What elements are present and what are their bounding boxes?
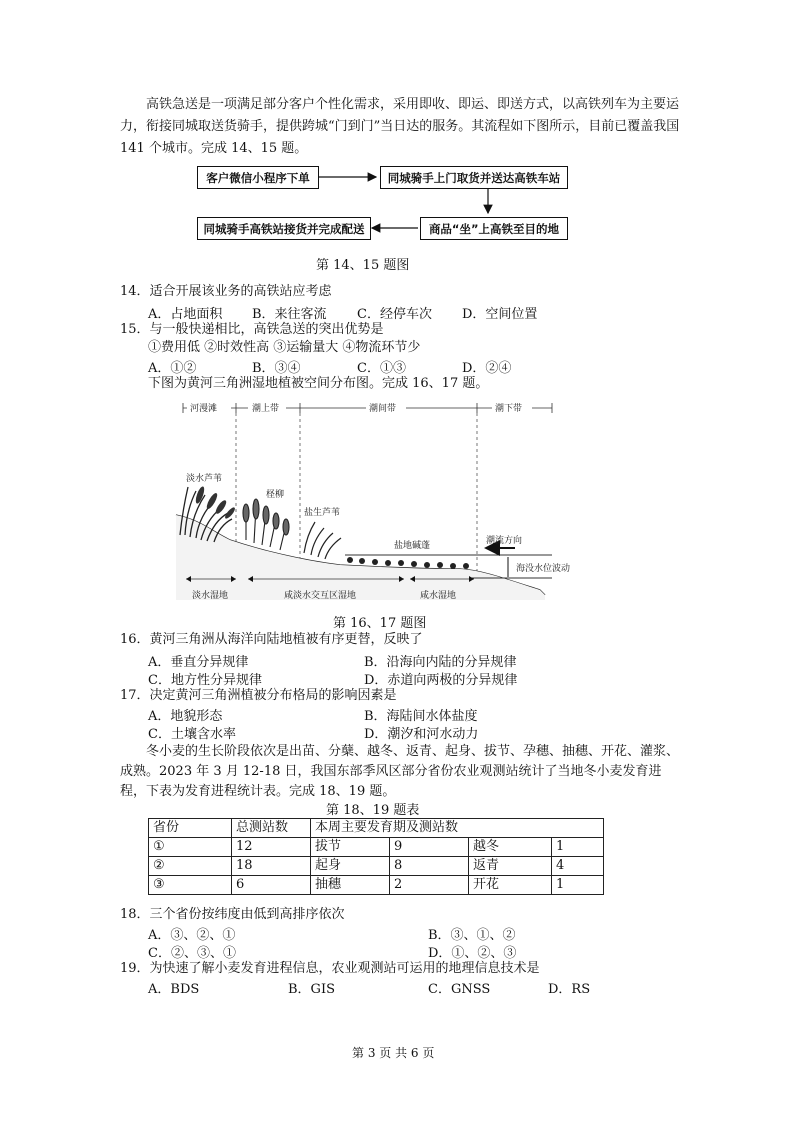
development-table bbox=[148, 818, 604, 895]
table-row bbox=[149, 876, 604, 895]
wetland-diagram bbox=[0, 395, 794, 610]
q16-option-d: D．赤道向两极的分异规律 bbox=[364, 673, 518, 688]
plant3-label: 盐生芦苇 bbox=[304, 508, 341, 518]
q18-option-c: C．②、③、① bbox=[148, 946, 236, 961]
table-cell: ② bbox=[149, 857, 232, 876]
table-cell: 起身 bbox=[311, 857, 390, 876]
q17-option-a: A．地貌形态 bbox=[148, 709, 223, 724]
table-cell: ③ bbox=[149, 876, 232, 895]
q14-option-a: A．占地面积 bbox=[148, 307, 223, 322]
flow-step-pickup-label: 同城骑手上门取货并送达高铁车站 bbox=[387, 170, 561, 185]
q19-option-c: C．GNSS bbox=[428, 982, 491, 997]
q19-stem: 19．为快速了解小麦发育进程信息，农业观测站可运用的地理信息技术是 bbox=[120, 961, 540, 976]
zone3-label: 潮间带 bbox=[369, 404, 397, 414]
q15-items: ①费用低 ②时效性高 ③运输量大 ④物流环节少 bbox=[148, 340, 421, 355]
flow-step-train-label: 商品“坐”上高铁至目的地 bbox=[428, 221, 560, 236]
q16-stem: 16．黄河三角洲从海洋向陆地植被有序更替，反映了 bbox=[120, 632, 423, 647]
q15-option-b: B．③④ bbox=[252, 361, 301, 376]
table-cell: 返青 bbox=[469, 857, 552, 876]
q17-stem: 17．决定黄河三角洲植被分布格局的影响因素是 bbox=[120, 688, 397, 703]
q19-option-a: A．BDS bbox=[148, 982, 200, 997]
q18-option-d: D．①、②、③ bbox=[428, 946, 517, 961]
wet1-label: 淡水湿地 bbox=[192, 591, 229, 601]
q14-stem: 14．适合开展该业务的高铁站应考虑 bbox=[120, 284, 332, 299]
table-cell: 1 bbox=[552, 838, 604, 857]
table-cell: 抽穗 bbox=[311, 876, 390, 895]
table-caption: 第 18、19 题表 bbox=[326, 803, 420, 818]
table-cell: 开花 bbox=[469, 876, 552, 895]
table-cell: 1 bbox=[552, 876, 604, 895]
q16-option-c: C．地方性分异规律 bbox=[148, 673, 262, 688]
q19-option-b: B．GIS bbox=[288, 982, 335, 997]
plant1-label: 淡水芦苇 bbox=[186, 474, 223, 484]
intro-text: 高铁急送是一项满足部分客户个性化需求，采用即收、即运、即送方式，以高铁列车为主要运力，衔接同城取送货骑手，提供跨城“门到门”当日达的服务。其流程如下图所示，目前已覆盖我国 141 个城市。完成 14、15 题。 bbox=[120, 97, 680, 156]
q14-option-c: C．经停车次 bbox=[357, 307, 432, 322]
zone1-label: 河漫滩 bbox=[190, 404, 218, 414]
flow-caption: 第 14、15 题图 bbox=[316, 258, 410, 273]
flow-arrows bbox=[0, 0, 794, 260]
flow-step-order-label: 客户微信小程序下单 bbox=[206, 170, 310, 185]
diagram-caption: 第 16、17 题图 bbox=[333, 616, 427, 631]
tamarisk-plants bbox=[243, 499, 289, 550]
q15-stem: 15．与一般快递相比，高铁急送的突出优势是 bbox=[120, 322, 384, 337]
table-cell: 9 bbox=[390, 838, 469, 857]
flow-step-deliver-label: 同城骑手高铁站接货并完成配送 bbox=[203, 221, 365, 236]
table-cell: ① bbox=[149, 838, 232, 857]
zone2-label: 潮上带 bbox=[252, 404, 280, 414]
q17-option-b: B．海陆间水体盐度 bbox=[364, 709, 478, 724]
wet3-label: 咸水湿地 bbox=[420, 591, 457, 601]
table-row bbox=[149, 857, 604, 876]
table-header: 省份 bbox=[149, 819, 232, 838]
q16-option-b: B．沿海向内陆的分异规律 bbox=[364, 655, 517, 670]
table-cell: 6 bbox=[232, 876, 311, 895]
table-cell: 8 bbox=[390, 857, 469, 876]
table-cell: 拔节 bbox=[311, 838, 390, 857]
q17-option-c: C．土壤含水率 bbox=[148, 727, 236, 742]
salt-reed-plants bbox=[304, 522, 341, 559]
flow-dir-label: 潮流方向 bbox=[486, 536, 523, 546]
plant2-label: 柽柳 bbox=[266, 490, 285, 500]
table-cell: 2 bbox=[390, 876, 469, 895]
table-cell: 越冬 bbox=[469, 838, 552, 857]
intro3-paragraph bbox=[120, 742, 682, 802]
table-header-row bbox=[149, 819, 604, 838]
zone4-label: 潮下带 bbox=[495, 404, 523, 414]
q18-option-a: A．③、②、① bbox=[148, 928, 236, 943]
intro2-text: 下图为黄河三角洲湿地植被空间分布图。完成 16、17 题。 bbox=[148, 376, 489, 391]
q15-option-d: D．②④ bbox=[462, 361, 512, 376]
q17-option-d: D．潮汐和河水动力 bbox=[364, 727, 479, 742]
q16-option-a: A．垂直分异规律 bbox=[148, 655, 249, 670]
table-cell: 4 bbox=[552, 857, 604, 876]
wet2-label: 咸淡水交互区湿地 bbox=[284, 591, 357, 601]
q14-option-b: B．来往客流 bbox=[252, 307, 327, 322]
table-header: 本周主要发育期及测站数 bbox=[311, 819, 604, 838]
table-cell: 12 bbox=[232, 838, 311, 857]
q18-stem: 18．三个省份按纬度由低到高排序依次 bbox=[120, 907, 345, 922]
page-number: 第 3 页 共 6 页 bbox=[352, 1046, 435, 1060]
table-row bbox=[149, 838, 604, 857]
table-header: 总测站数 bbox=[232, 819, 311, 838]
sea-level-label: 海没水位波动 bbox=[516, 564, 571, 574]
q15-option-c: C．①③ bbox=[357, 361, 406, 376]
plant4-label: 盐地碱蓬 bbox=[394, 541, 431, 551]
q15-option-a: A．①② bbox=[148, 361, 197, 376]
intro3-text: 冬小麦的生长阶段依次是出苗、分蘖、越冬、返青、起身、拔节、孕穗、抽穗、开花、灌浆、成熟。2023 年 3 月 12-18 日，我国东部季风区部分省份农业观测站统计了当地冬小麦发育进程，下表为发育进程统计表。完成 18、19 题。 bbox=[120, 744, 680, 799]
table-cell: 18 bbox=[232, 857, 311, 876]
q18-option-b: B．③、①、② bbox=[428, 928, 516, 943]
q19-option-d: D．RS bbox=[548, 982, 591, 997]
q14-option-d: D．空间位置 bbox=[462, 307, 538, 322]
